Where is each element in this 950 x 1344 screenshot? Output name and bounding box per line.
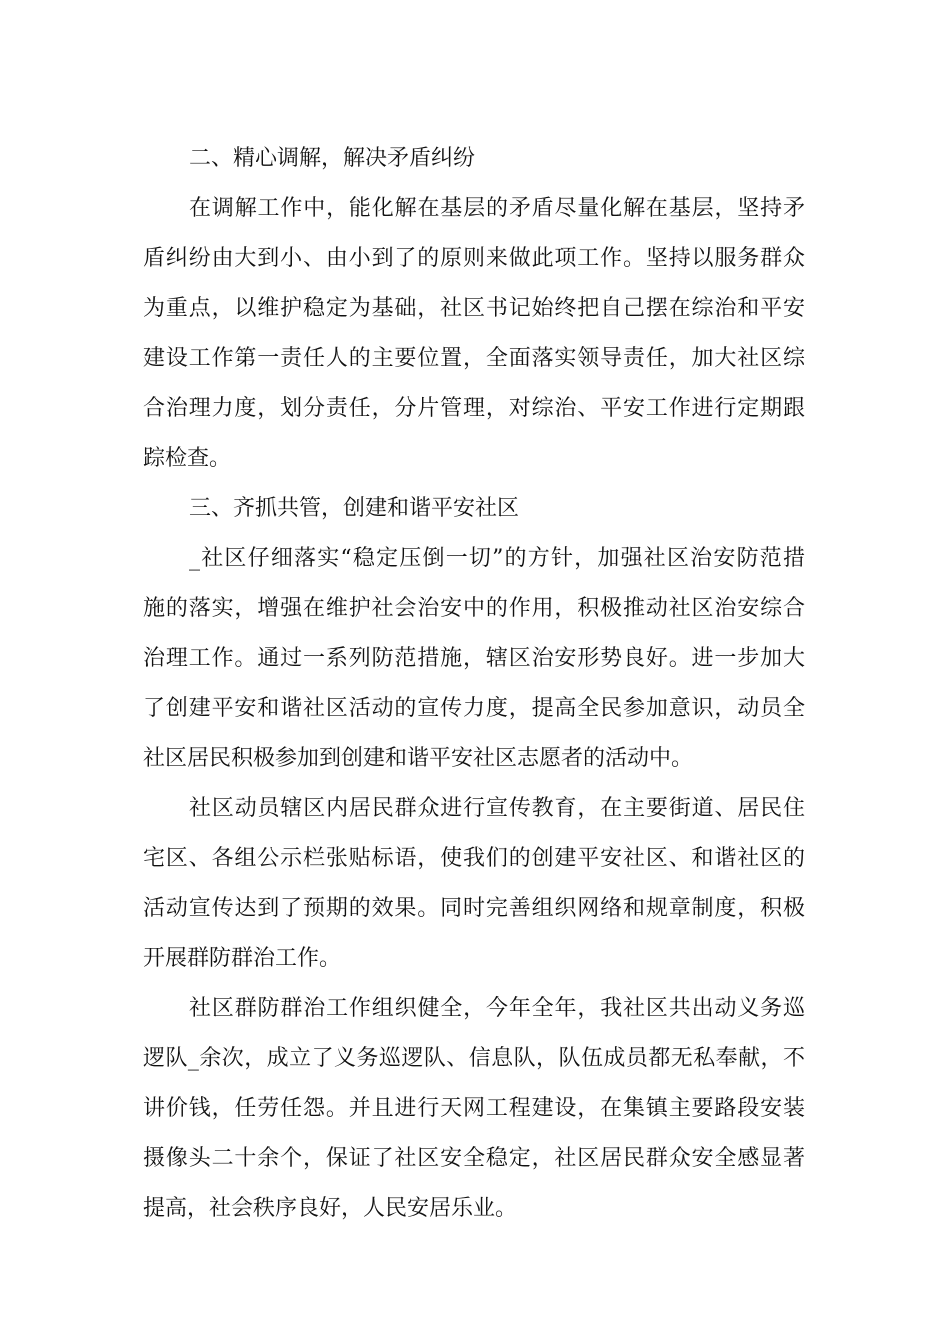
text-line: 社区动员辖区内居民群众进行宣传教育，在主要街道、居民住 bbox=[189, 796, 805, 821]
text-line: 合治理力度，划分责任，分片管理，对综治、平安工作进行定期跟 bbox=[143, 396, 805, 421]
text-line: 建设工作第一责任人的主要位置，全面落实领导责任，加大社区综 bbox=[143, 346, 805, 371]
section-heading-3: 三、齐抓共管，创建和谐平安社区 bbox=[189, 496, 520, 521]
document-page bbox=[143, 134, 805, 1234]
text-line: 开展群防群治工作。 bbox=[143, 946, 342, 971]
text-line: 宅区、各组公示栏张贴标语，使我们的创建平安社区、和谐社区的 bbox=[143, 846, 805, 871]
text-line: 活动宣传达到了预期的效果。同时完善组织网络和规章制度，积极 bbox=[143, 896, 805, 921]
text-line: 提高，社会秩序良好，人民安居乐业。 bbox=[143, 1196, 518, 1221]
text-line: 讲价钱，任劳任怨。并且进行天网工程建设，在集镇主要路段安装 bbox=[143, 1096, 805, 1121]
section-heading-2: 二、精心调解，解决矛盾纠纷 bbox=[189, 146, 476, 171]
text-line: 社区居民积极参加到创建和谐平安社区志愿者的活动中。 bbox=[143, 746, 694, 771]
text-line: 摄像头二十余个，保证了社区安全稳定，社区居民群众安全感显著 bbox=[143, 1146, 805, 1171]
paragraph bbox=[143, 784, 805, 984]
paragraph bbox=[143, 984, 805, 1234]
text-line: 盾纠纷由大到小、由小到了的原则来做此项工作。坚持以服务群众 bbox=[143, 246, 805, 271]
text-line: 逻队_余次，成立了义务巡逻队、信息队，队伍成员都无私奉献，不 bbox=[143, 1046, 805, 1071]
text-line: 踪检查。 bbox=[143, 446, 232, 471]
text-line: 为重点，以维护稳定为基础，社区书记始终把自己摆在综治和平安 bbox=[143, 296, 805, 321]
text-line: 施的落实，增强在维护社会治安中的作用，积极推动社区治安综合 bbox=[143, 596, 805, 621]
text-line: 社区群防群治工作组织健全，今年全年，我社区共出动义务巡 bbox=[189, 996, 805, 1021]
paragraph bbox=[143, 534, 805, 784]
text-line: 治理工作。通过一系列防范措施，辖区治安形势良好。进一步加大 bbox=[143, 646, 805, 671]
text-line: 了创建平安和谐社区活动的宣传力度，提高全民参加意识，动员全 bbox=[143, 696, 805, 721]
text-line: 在调解工作中，能化解在基层的矛盾尽量化解在基层，坚持矛 bbox=[189, 196, 805, 221]
text-line: _社区仔细落实“稳定压倒一切”的方针，加强社区治安防范措 bbox=[189, 546, 805, 571]
paragraph bbox=[143, 184, 805, 484]
